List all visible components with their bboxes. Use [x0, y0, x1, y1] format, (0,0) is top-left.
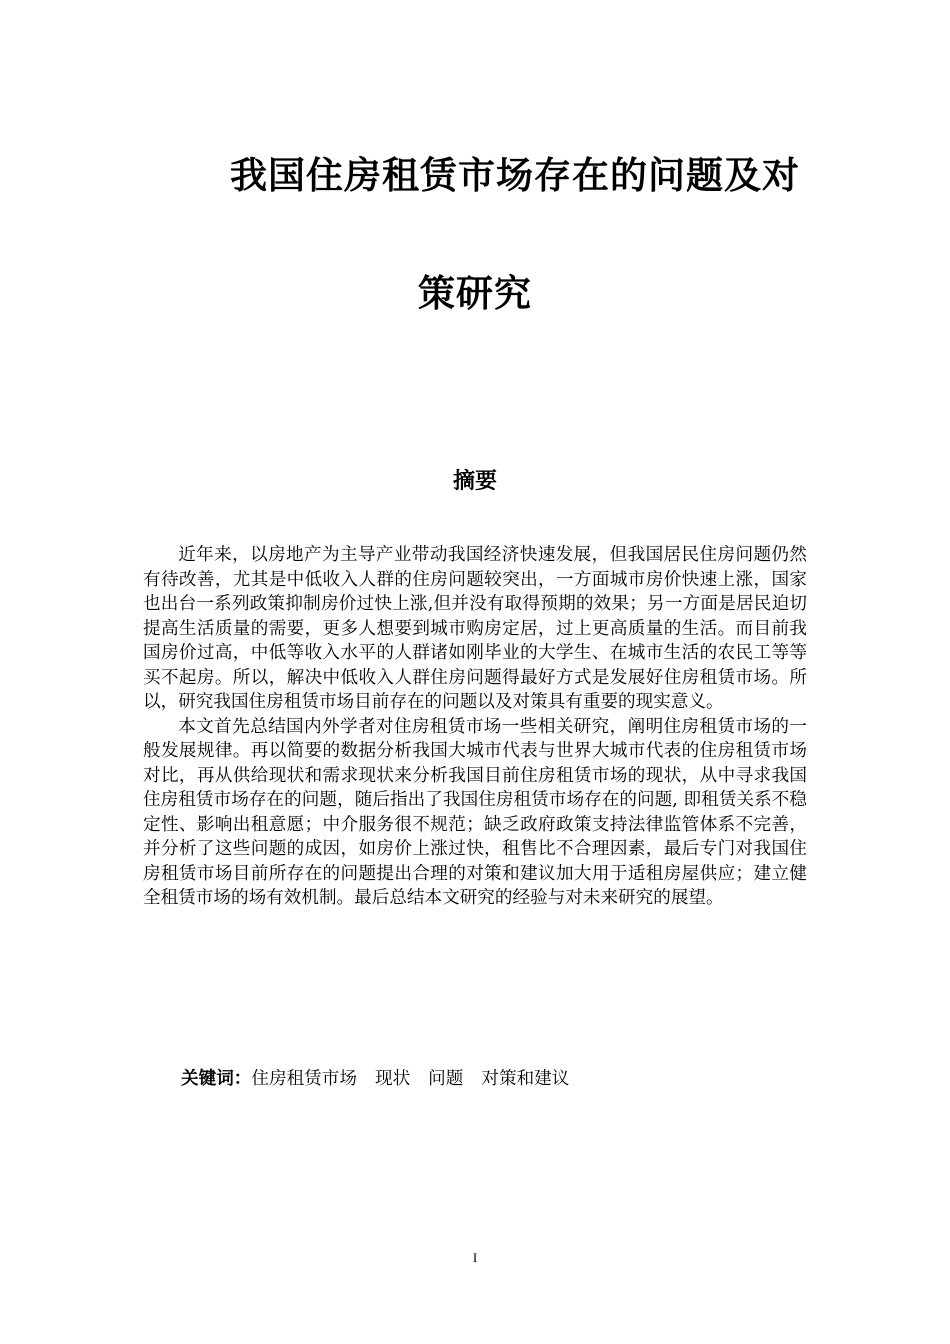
abstract-body [143, 543, 807, 911]
paper-title-line-2: 策研究 [418, 272, 532, 315]
paper-title-line-1: 我国住房租赁市场存在的问题及对 [230, 154, 800, 197]
abstract-paragraph-2: 本文首先总结国内外学者对住房租赁市场一些相关研究，阐明住房租赁市场的一般发展规律。再以简要的数据分析我国大城市代表与世界大城市代表的住房租赁市场对比，再从供给现状和需求现状来分析我国目前住房租赁市场的现状，从中寻求我国住房租赁市场存在的问题，随后指出了我国住房租赁市场存在的问题, 即租赁关系不稳定性、影响出租意愿；中介服务很不规范；缺乏政府政策支持法律监管体系不完善，并分析了这些问题的成因，如房价上涨过快，租售比不合理因素，最后专门对我国住房租赁市场目前所存在的问题提出合理的对策和建议加大用于适租房屋供应；建立健全租赁市场的场有效机制。最后总结本文研究的经验与对未来研究的展望。 [143, 716, 807, 908]
keywords-label: 关键词： [181, 1069, 252, 1089]
page-number: I [472, 1250, 478, 1265]
keyword-item: 问题 [428, 1069, 464, 1089]
keyword-item: 对策和建议 [481, 1069, 570, 1089]
abstract-heading: 摘要 [452, 469, 497, 494]
keyword-item: 住房租赁市场 [251, 1069, 357, 1089]
keywords-line [181, 1067, 821, 1091]
keyword-item: 现状 [374, 1069, 411, 1089]
abstract-paragraph-1: 近年来，以房地产为主导产业带动我国经济快速发展，但我国居民住房问题仍然有待改善，尤其是中低收入人群的住房问题较突出，一方面城市房价快速上涨，国家也出台一系列政策抑制房价过快上涨,但并没有取得预期的效果；另一方面是居民迫切提高生活质量的需要，更多人想要到城市购房定居，过上更高质量的生活。而目前我国房价过高，中低等收入水平的人群诸如刚毕业的大学生、在城市生活的农民工等等买不起房。所以，解决中低收入人群住房问题得最好方式是发展好住房租赁市场。所以，研究我国住房租赁市场目前存在的问题以及对策具有重要的现实意义。 [143, 545, 807, 712]
